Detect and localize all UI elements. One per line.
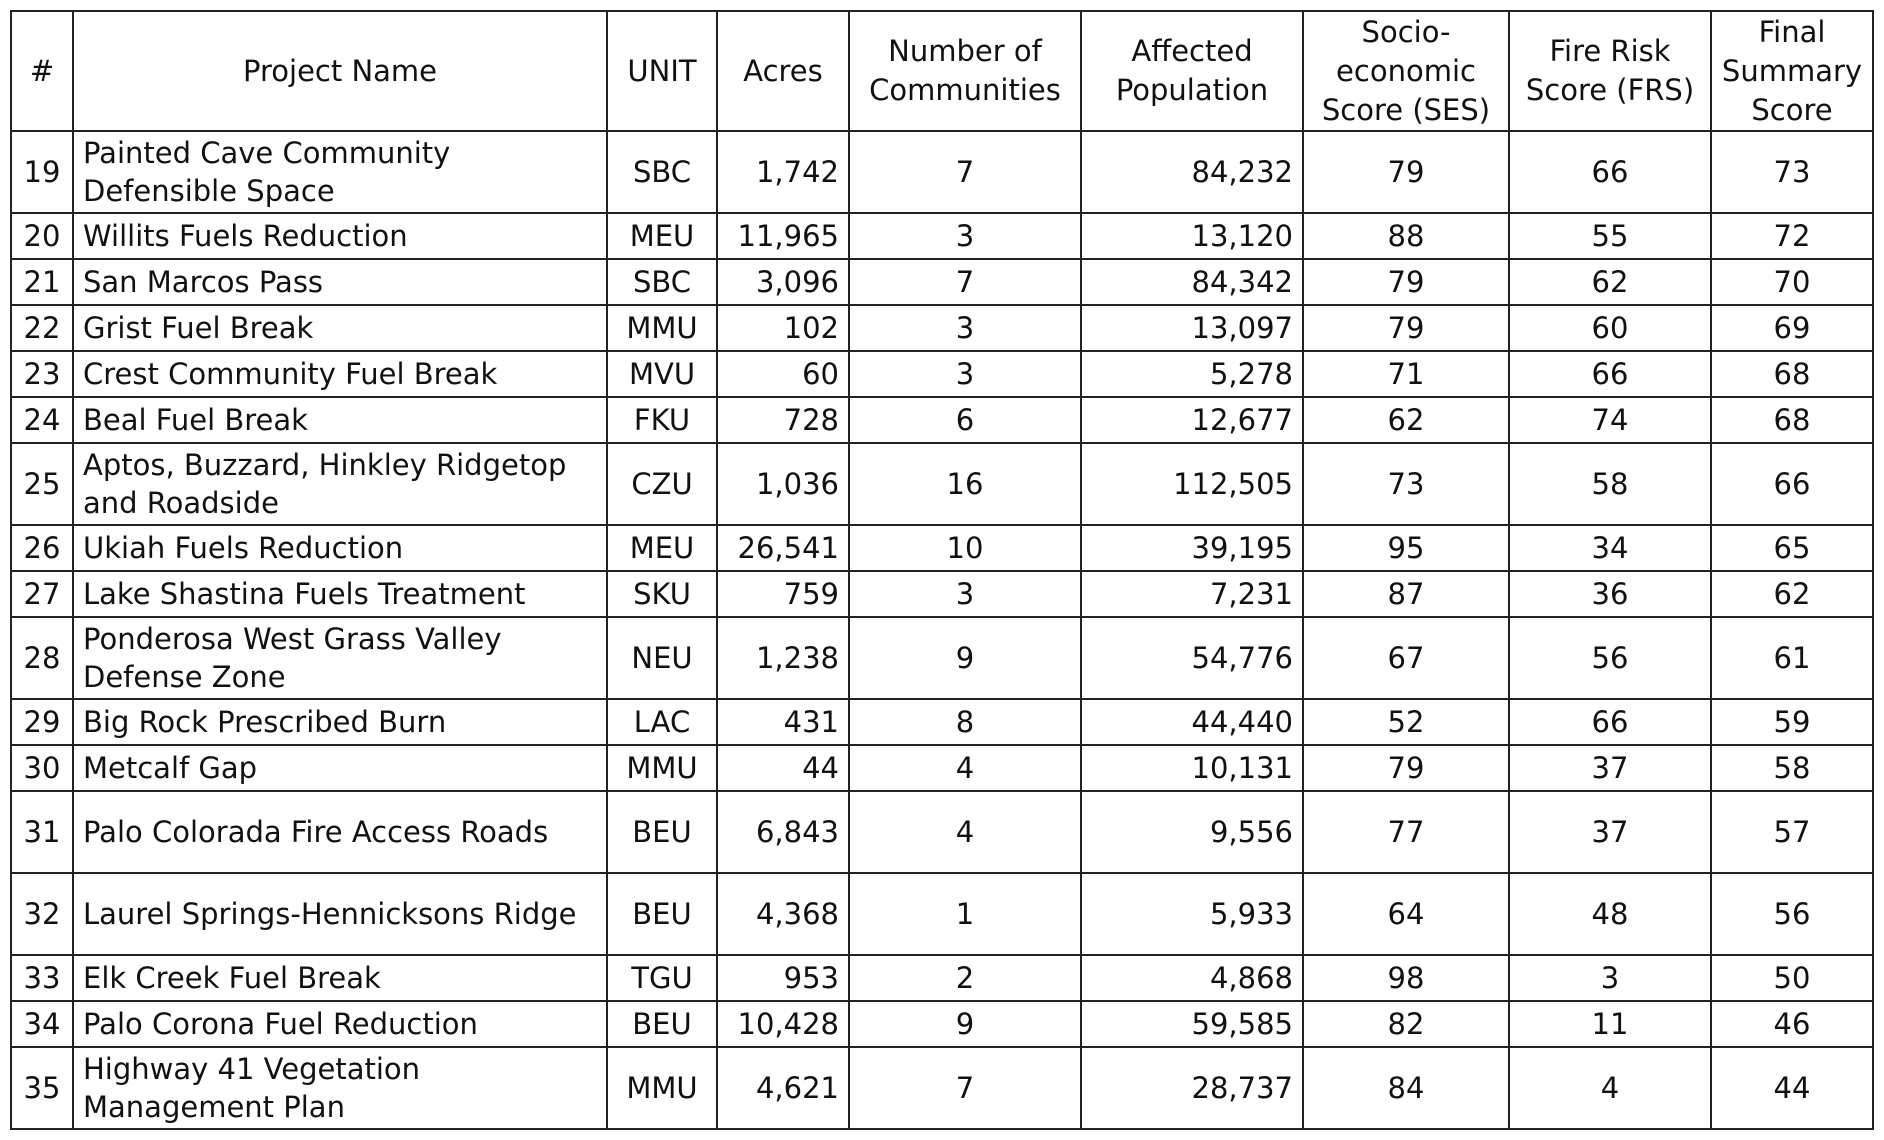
cell-population: 84,342 — [1081, 259, 1303, 305]
cell-population: 13,120 — [1081, 213, 1303, 259]
cell-num: 34 — [11, 1001, 73, 1047]
cell-population: 84,232 — [1081, 131, 1303, 213]
cell-acres: 60 — [717, 351, 849, 397]
cell-frs: 60 — [1509, 305, 1711, 351]
cell-ses: 79 — [1303, 259, 1509, 305]
cell-acres: 11,965 — [717, 213, 849, 259]
cell-unit: MMU — [607, 745, 717, 791]
header-project-name: Project Name — [73, 11, 607, 131]
cell-acres: 44 — [717, 745, 849, 791]
cell-communities: 3 — [849, 213, 1081, 259]
cell-ses: 84 — [1303, 1047, 1509, 1129]
cell-final: 72 — [1711, 213, 1873, 259]
cell-project-name: Crest Community Fuel Break — [73, 351, 607, 397]
cell-frs: 74 — [1509, 397, 1711, 443]
cell-unit: FKU — [607, 397, 717, 443]
header-communities: Number of Communities — [849, 11, 1081, 131]
cell-final: 59 — [1711, 699, 1873, 745]
cell-unit: MVU — [607, 351, 717, 397]
header-frs: Fire Risk Score (FRS) — [1509, 11, 1711, 131]
cell-frs: 62 — [1509, 259, 1711, 305]
cell-final: 46 — [1711, 1001, 1873, 1047]
cell-unit: MMU — [607, 305, 717, 351]
cell-population: 9,556 — [1081, 791, 1303, 873]
cell-unit: SKU — [607, 571, 717, 617]
cell-frs: 48 — [1509, 873, 1711, 955]
cell-final: 56 — [1711, 873, 1873, 955]
cell-population: 28,737 — [1081, 1047, 1303, 1129]
cell-project-name: Painted Cave Community Defensible Space — [73, 131, 607, 213]
cell-project-name: Lake Shastina Fuels Treatment — [73, 571, 607, 617]
table-row — [11, 305, 1873, 351]
cell-final: 50 — [1711, 955, 1873, 1001]
cell-unit: MMU — [607, 1047, 717, 1129]
cell-final: 69 — [1711, 305, 1873, 351]
cell-project-name: Willits Fuels Reduction — [73, 213, 607, 259]
cell-ses: 87 — [1303, 571, 1509, 617]
table-row — [11, 617, 1873, 699]
cell-final: 68 — [1711, 397, 1873, 443]
cell-frs: 11 — [1509, 1001, 1711, 1047]
cell-communities: 8 — [849, 699, 1081, 745]
cell-acres: 3,096 — [717, 259, 849, 305]
cell-final: 65 — [1711, 525, 1873, 571]
cell-frs: 4 — [1509, 1047, 1711, 1129]
cell-communities: 16 — [849, 443, 1081, 525]
cell-communities: 4 — [849, 791, 1081, 873]
cell-communities: 2 — [849, 955, 1081, 1001]
cell-project-name: San Marcos Pass — [73, 259, 607, 305]
cell-population: 39,195 — [1081, 525, 1303, 571]
cell-project-name: Beal Fuel Break — [73, 397, 607, 443]
cell-num: 25 — [11, 443, 73, 525]
header-population: Affected Population — [1081, 11, 1303, 131]
cell-communities: 4 — [849, 745, 1081, 791]
cell-population: 112,505 — [1081, 443, 1303, 525]
cell-frs: 34 — [1509, 525, 1711, 571]
cell-project-name: Ponderosa West Grass Valley Defense Zone — [73, 617, 607, 699]
table-row — [11, 1047, 1873, 1129]
cell-frs: 55 — [1509, 213, 1711, 259]
cell-acres: 728 — [717, 397, 849, 443]
cell-ses: 79 — [1303, 745, 1509, 791]
cell-final: 66 — [1711, 443, 1873, 525]
cell-unit: TGU — [607, 955, 717, 1001]
cell-communities: 6 — [849, 397, 1081, 443]
cell-project-name: Metcalf Gap — [73, 745, 607, 791]
cell-communities: 3 — [849, 305, 1081, 351]
table-row — [11, 745, 1873, 791]
cell-project-name: Laurel Springs-Hennicksons Ridge — [73, 873, 607, 955]
cell-acres: 102 — [717, 305, 849, 351]
cell-unit: BEU — [607, 873, 717, 955]
cell-num: 30 — [11, 745, 73, 791]
cell-acres: 26,541 — [717, 525, 849, 571]
cell-communities: 7 — [849, 259, 1081, 305]
header-num: # — [11, 11, 73, 131]
cell-ses: 79 — [1303, 305, 1509, 351]
cell-unit: NEU — [607, 617, 717, 699]
cell-ses: 95 — [1303, 525, 1509, 571]
cell-acres: 4,368 — [717, 873, 849, 955]
cell-unit: CZU — [607, 443, 717, 525]
cell-project-name: Ukiah Fuels Reduction — [73, 525, 607, 571]
cell-num: 32 — [11, 873, 73, 955]
cell-project-name: Grist Fuel Break — [73, 305, 607, 351]
table-row — [11, 351, 1873, 397]
cell-final: 58 — [1711, 745, 1873, 791]
table-row — [11, 571, 1873, 617]
cell-communities: 3 — [849, 351, 1081, 397]
cell-unit: BEU — [607, 1001, 717, 1047]
cell-ses: 52 — [1303, 699, 1509, 745]
cell-population: 4,868 — [1081, 955, 1303, 1001]
cell-ses: 73 — [1303, 443, 1509, 525]
cell-num: 20 — [11, 213, 73, 259]
cell-frs: 37 — [1509, 791, 1711, 873]
table-body — [11, 131, 1873, 1129]
cell-num: 21 — [11, 259, 73, 305]
cell-acres: 1,742 — [717, 131, 849, 213]
cell-final: 73 — [1711, 131, 1873, 213]
projects-table — [10, 10, 1874, 1130]
cell-project-name: Aptos, Buzzard, Hinkley Ridgetop and Roadside — [73, 443, 607, 525]
cell-frs: 58 — [1509, 443, 1711, 525]
cell-frs: 56 — [1509, 617, 1711, 699]
header-acres: Acres — [717, 11, 849, 131]
table-row — [11, 397, 1873, 443]
cell-frs: 3 — [1509, 955, 1711, 1001]
cell-final: 62 — [1711, 571, 1873, 617]
cell-unit: BEU — [607, 791, 717, 873]
cell-num: 35 — [11, 1047, 73, 1129]
cell-num: 23 — [11, 351, 73, 397]
cell-communities: 7 — [849, 131, 1081, 213]
table-row — [11, 791, 1873, 873]
cell-communities: 1 — [849, 873, 1081, 955]
cell-acres: 759 — [717, 571, 849, 617]
cell-final: 44 — [1711, 1047, 1873, 1129]
cell-frs: 36 — [1509, 571, 1711, 617]
header-ses: Socio-economic Score (SES) — [1303, 11, 1509, 131]
cell-population: 5,933 — [1081, 873, 1303, 955]
cell-population: 12,677 — [1081, 397, 1303, 443]
cell-unit: SBC — [607, 259, 717, 305]
cell-unit: LAC — [607, 699, 717, 745]
cell-frs: 66 — [1509, 131, 1711, 213]
cell-final: 68 — [1711, 351, 1873, 397]
table-row — [11, 699, 1873, 745]
cell-communities: 10 — [849, 525, 1081, 571]
cell-communities: 9 — [849, 617, 1081, 699]
cell-population: 44,440 — [1081, 699, 1303, 745]
cell-final: 61 — [1711, 617, 1873, 699]
cell-population: 13,097 — [1081, 305, 1303, 351]
cell-frs: 37 — [1509, 745, 1711, 791]
cell-unit: MEU — [607, 525, 717, 571]
cell-acres: 1,238 — [717, 617, 849, 699]
cell-num: 22 — [11, 305, 73, 351]
table-row — [11, 213, 1873, 259]
cell-project-name: Big Rock Prescribed Burn — [73, 699, 607, 745]
cell-final: 70 — [1711, 259, 1873, 305]
header-final: Final Summary Score — [1711, 11, 1873, 131]
cell-acres: 431 — [717, 699, 849, 745]
table-row — [11, 873, 1873, 955]
cell-num: 29 — [11, 699, 73, 745]
cell-acres: 6,843 — [717, 791, 849, 873]
cell-ses: 82 — [1303, 1001, 1509, 1047]
cell-population: 5,278 — [1081, 351, 1303, 397]
cell-final: 57 — [1711, 791, 1873, 873]
cell-ses: 62 — [1303, 397, 1509, 443]
cell-ses: 71 — [1303, 351, 1509, 397]
cell-frs: 66 — [1509, 699, 1711, 745]
cell-ses: 67 — [1303, 617, 1509, 699]
cell-num: 27 — [11, 571, 73, 617]
cell-communities: 7 — [849, 1047, 1081, 1129]
table-row — [11, 525, 1873, 571]
cell-population: 59,585 — [1081, 1001, 1303, 1047]
cell-acres: 4,621 — [717, 1047, 849, 1129]
table-row — [11, 443, 1873, 525]
cell-ses: 88 — [1303, 213, 1509, 259]
cell-num: 31 — [11, 791, 73, 873]
cell-unit: SBC — [607, 131, 717, 213]
cell-num: 26 — [11, 525, 73, 571]
cell-num: 24 — [11, 397, 73, 443]
cell-project-name: Palo Corona Fuel Reduction — [73, 1001, 607, 1047]
cell-frs: 66 — [1509, 351, 1711, 397]
cell-ses: 77 — [1303, 791, 1509, 873]
cell-communities: 9 — [849, 1001, 1081, 1047]
cell-project-name: Elk Creek Fuel Break — [73, 955, 607, 1001]
cell-num: 28 — [11, 617, 73, 699]
cell-ses: 79 — [1303, 131, 1509, 213]
cell-project-name: Palo Colorada Fire Access Roads — [73, 791, 607, 873]
header-row — [11, 11, 1873, 131]
cell-communities: 3 — [849, 571, 1081, 617]
cell-project-name: Highway 41 Vegetation Management Plan — [73, 1047, 607, 1129]
cell-num: 33 — [11, 955, 73, 1001]
cell-num: 19 — [11, 131, 73, 213]
table-row — [11, 955, 1873, 1001]
cell-population: 7,231 — [1081, 571, 1303, 617]
cell-unit: MEU — [607, 213, 717, 259]
cell-population: 10,131 — [1081, 745, 1303, 791]
cell-acres: 10,428 — [717, 1001, 849, 1047]
cell-ses: 64 — [1303, 873, 1509, 955]
table-row — [11, 259, 1873, 305]
header-unit: UNIT — [607, 11, 717, 131]
cell-ses: 98 — [1303, 955, 1509, 1001]
cell-population: 54,776 — [1081, 617, 1303, 699]
table-row — [11, 1001, 1873, 1047]
cell-acres: 953 — [717, 955, 849, 1001]
cell-acres: 1,036 — [717, 443, 849, 525]
table-row — [11, 131, 1873, 213]
